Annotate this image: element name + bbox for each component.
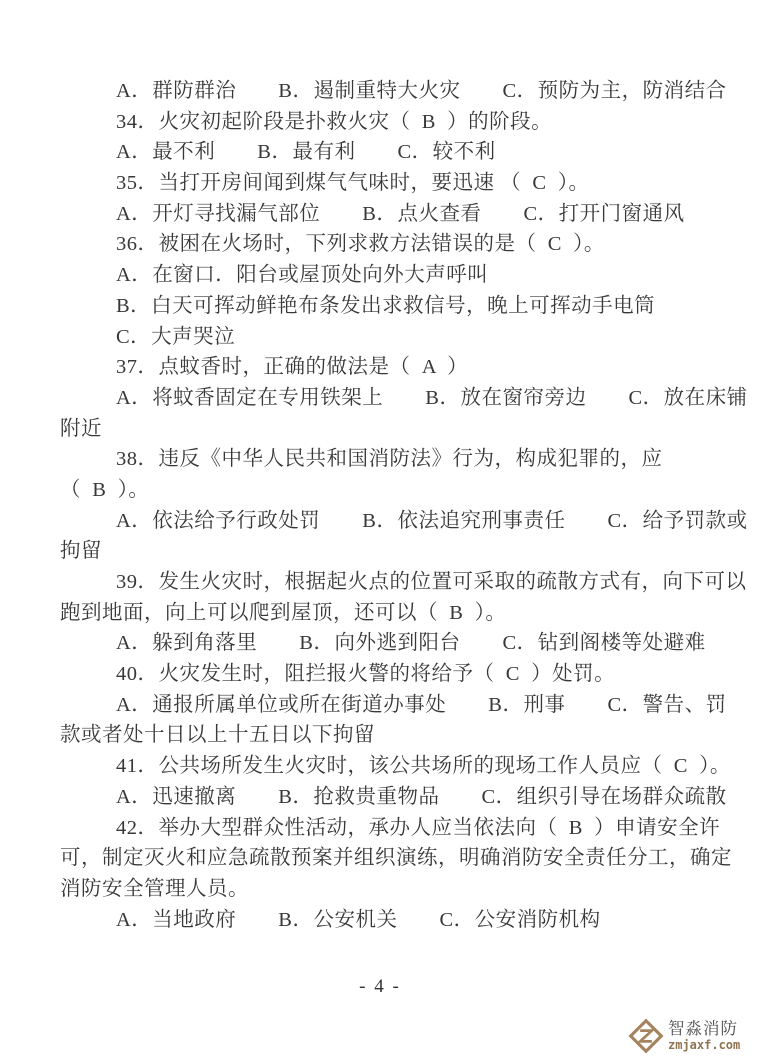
text-line: 附近 xyxy=(60,417,102,440)
text-line: 拘留 xyxy=(60,540,102,563)
text-line: 可，制定灭火和应急疏散预案并组织演练，明确消防安全责任分工，确定 xyxy=(60,847,732,870)
text-line: A．将蚊香固定在专用铁架上 B．放在窗帘旁边 C．放在床铺 xyxy=(116,386,748,409)
text-line: A．在窗口．阳台或屋顶处向外大声呼叫 xyxy=(116,264,489,287)
text-line: 36．被困在火场时，下列求救方法错误的是（ C ）。 xyxy=(116,233,605,256)
text-line: 34．火灾初起阶段是扑救火灾（ B ）的阶段。 xyxy=(116,110,553,133)
text-line: A．当地政府 B．公安机关 C．公安消防机构 xyxy=(116,908,601,931)
text-line: A．通报所属单位或所在街道办事处 B．刑事 C．警告、罚 xyxy=(116,693,727,716)
watermark-text xyxy=(668,1021,740,1052)
text-line: A．最不利 B．最有利 C．较不利 xyxy=(116,141,496,164)
text-line: 款或者处十日以上十五日以下拘留 xyxy=(60,724,375,747)
text-line: 41．公共场所发生火灾时，该公共场所的现场工作人员应（ C ）。 xyxy=(116,755,731,778)
text-line: 39．发生火灾时，根据起火点的位置可采取的疏散方式有，向下可以 xyxy=(116,571,747,593)
text-line: 消防安全管理人员。 xyxy=(60,877,249,900)
text-line: B．白天可挥动鲜艳布条发出求救信号，晚上可挥动手电筒 xyxy=(116,294,656,317)
text-line: A．群防群治 B．遏制重特大火灾 C．预防为主，防消结合 xyxy=(116,80,727,102)
text-line: 跑到地面，向上可以爬到屋顶，还可以（ B ）。 xyxy=(60,601,507,624)
text-line: 40．火灾发生时，阻拦报火警的将给予（ C ）处罚。 xyxy=(116,663,616,686)
watermark-brand-name: 智淼消防 xyxy=(668,1019,738,1038)
text-line: （ B ）。 xyxy=(60,478,150,501)
question-list xyxy=(60,76,748,935)
text-line: A．躲到角落里 B．向外逃到阳台 C．钻到阁楼等处避难 xyxy=(116,632,706,655)
watermark-site-url: zmjaxf.com xyxy=(668,1038,741,1053)
text-line: C．大声哭泣 xyxy=(116,325,236,348)
text-line: A．依法给予行政处罚 B．依法追究刑事责任 C．给予罚款或 xyxy=(116,509,748,532)
site-watermark xyxy=(628,1018,740,1054)
text-line: A．迅速撤离 B．抢救贵重物品 C．组织引导在场群众疏散 xyxy=(116,785,727,808)
text-line: 35．当打开房间闻到煤气气味时，要迅速 （ C ）。 xyxy=(116,172,590,195)
text-line: A．开灯寻找漏气部位 B．点火查看 C．打开门窗通风 xyxy=(116,202,685,225)
zmjaxf-logo-icon xyxy=(628,1018,664,1054)
page-number: - 4 - xyxy=(359,976,401,997)
text-line: 42．举办大型群众性活动，承办人应当依法向（ B ）申请安全许 xyxy=(116,816,721,839)
text-line: 38．违反《中华人民共和国消防法》行为，构成犯罪的，应 xyxy=(116,448,663,471)
text-line: 37．点蚊香时，正确的做法是（ A ） xyxy=(116,356,469,379)
